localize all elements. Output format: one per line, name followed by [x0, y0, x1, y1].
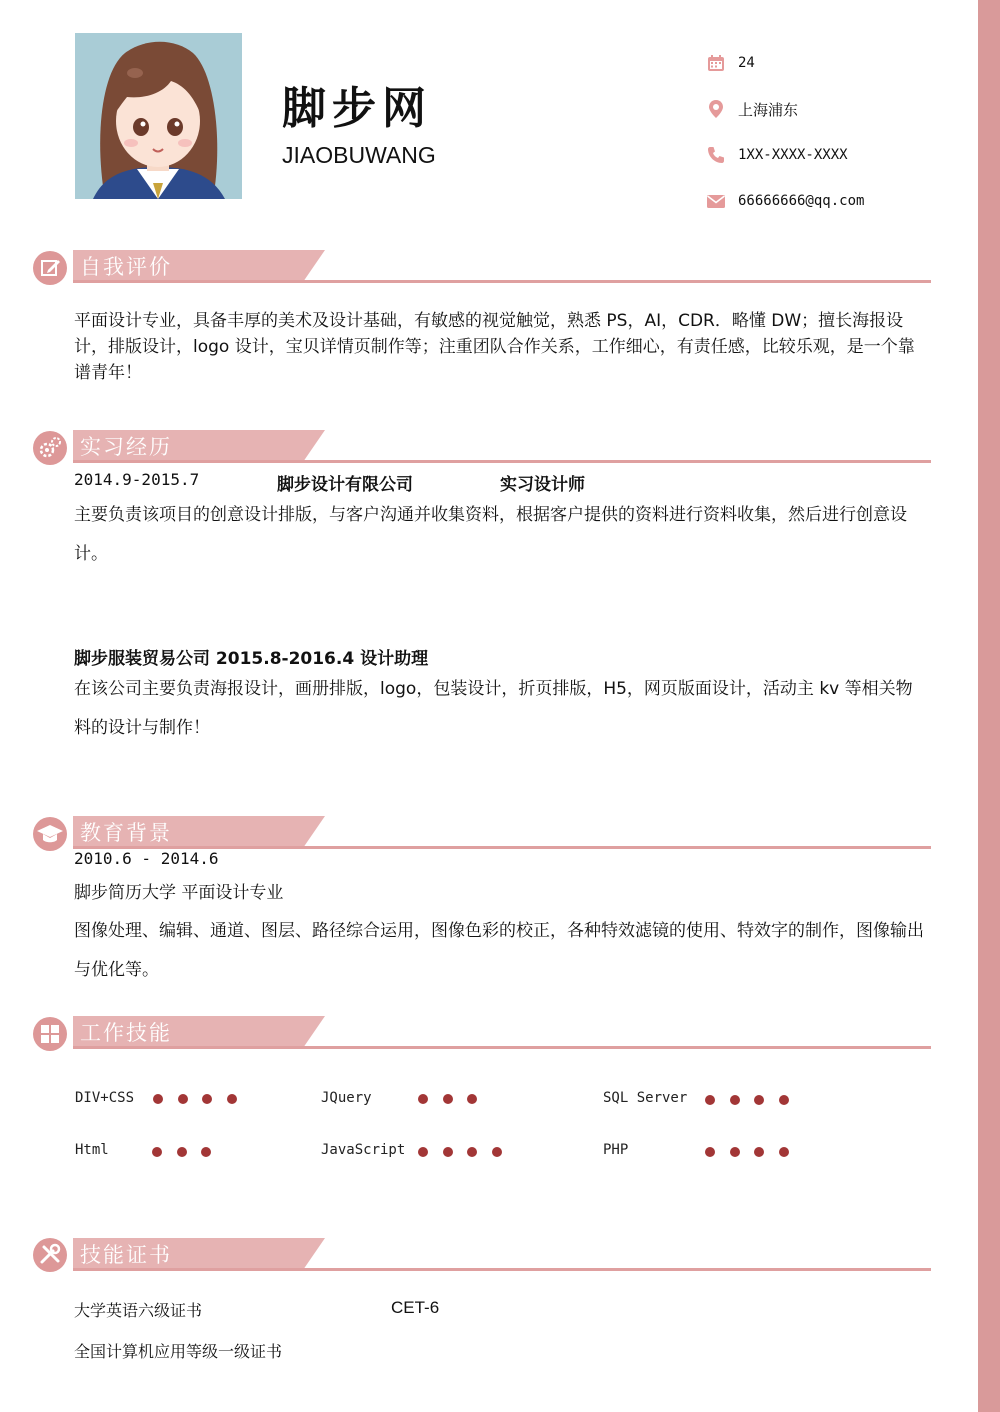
- cert-item: 大学英语六级证书: [74, 1301, 203, 1320]
- job1-period: 2014.9-2015.7: [74, 470, 200, 489]
- skill-level-dots: [153, 1094, 251, 1104]
- skill-dot: [443, 1094, 453, 1104]
- section-title: 工作技能: [80, 1021, 172, 1045]
- skill-dot: [705, 1095, 715, 1105]
- avatar: [75, 33, 242, 199]
- job1-desc: 主要负责该项目的创意设计排版，与客户沟通并收集资料，根据客户提供的资料进行资料收集，然后进行创意设计。: [74, 505, 907, 564]
- section-title: 教育背景: [80, 821, 172, 845]
- contact-email: [706, 188, 966, 214]
- skill-level-dots: [152, 1147, 226, 1157]
- right-accent-bar: [978, 0, 1000, 1412]
- skill-dot: [779, 1095, 789, 1105]
- contact-age: [706, 50, 966, 76]
- skill-level-dots: [705, 1095, 803, 1105]
- contact-phone: [706, 142, 966, 168]
- skill-dot: [418, 1147, 428, 1157]
- phone-icon: [706, 145, 726, 165]
- gears-icon: [33, 431, 67, 465]
- phone-value: 1XX-XXXX-XXXX: [738, 147, 848, 163]
- skill-dot: [754, 1095, 764, 1105]
- job1-role: 实习设计师: [500, 475, 585, 495]
- section-title: 自我评价: [80, 255, 172, 279]
- tools-icon: [33, 1238, 67, 1272]
- skill-name: SQL Server: [603, 1090, 688, 1106]
- age-value: 24: [738, 55, 755, 71]
- section-header-skills: [33, 1016, 933, 1056]
- education-desc: 图像处理、编辑、通道、图层、路径综合运用，图像色彩的校正，各种特效滤镜的使用、特效字的制作，图像输出与优化等。: [74, 921, 924, 980]
- grid-icon: [33, 1017, 67, 1051]
- skill-level-dots: [418, 1147, 516, 1157]
- job2-desc: 在该公司主要负责海报设计，画册排版，logo，包装设计，折页排版，H5，网页版面设计，活动主 kv 等相关物料的设计与制作！: [74, 679, 913, 738]
- skill-dot: [779, 1147, 789, 1157]
- skill-dot: [754, 1147, 764, 1157]
- section-title: 实习经历: [80, 435, 172, 459]
- skill-dot: [227, 1094, 237, 1104]
- skill-dot: [730, 1147, 740, 1157]
- skill-dot: [153, 1094, 163, 1104]
- skill-dot: [467, 1147, 477, 1157]
- calendar-icon: [706, 53, 726, 73]
- skill-dot: [418, 1094, 428, 1104]
- skill-dot: [467, 1094, 477, 1104]
- education-period: 2010.6 - 2014.6: [74, 849, 219, 868]
- job2-heading: 脚步服装贸易公司 2015.8-2016.4 设计助理: [74, 649, 429, 669]
- email-value: 66666666@qq.com: [738, 193, 865, 209]
- self-eval-text: 平面设计专业，具备丰厚的美术及设计基础，有敏感的视觉触觉，熟悉 PS，AI，CDR．略懂 DW；擅长海报设计，排版设计，logo 设计，宝贝详情页制作等；注重团队合作关系，工作细心，有责任感，比较乐观，是一个靠谱青年！: [74, 311, 915, 383]
- skill-name: Html: [75, 1142, 109, 1158]
- skill-dot: [443, 1147, 453, 1157]
- candidate-name-pinyin: JIAOBUWANG: [282, 142, 436, 168]
- section-header-certs: [33, 1238, 933, 1278]
- candidate-name: 脚步网: [282, 83, 432, 134]
- location-value: 上海浦东: [738, 100, 799, 119]
- job1-company: 脚步设计有限公司: [277, 475, 413, 495]
- edit-icon: [33, 251, 67, 285]
- education-school: 脚步简历大学 平面设计专业: [74, 883, 284, 903]
- graduation-cap-icon: [33, 817, 67, 851]
- skill-name: JQuery: [321, 1090, 372, 1106]
- skill-level-dots: [418, 1094, 492, 1104]
- skill-dot: [492, 1147, 502, 1157]
- skill-name: DIV+CSS: [75, 1090, 135, 1106]
- location-pin-icon: [706, 99, 726, 119]
- skill-name: PHP: [603, 1142, 629, 1158]
- email-icon: [706, 191, 726, 211]
- section-header-self-eval: [33, 250, 933, 290]
- skill-level-dots: [705, 1147, 803, 1157]
- skill-dot: [201, 1147, 211, 1157]
- skill-dot: [705, 1147, 715, 1157]
- section-title: 技能证书: [80, 1243, 172, 1267]
- contact-location: [706, 96, 966, 122]
- skill-dot: [730, 1095, 740, 1105]
- skill-dot: [178, 1094, 188, 1104]
- skill-dot: [202, 1094, 212, 1104]
- section-header-internship: [33, 430, 933, 470]
- skill-dot: [177, 1147, 187, 1157]
- skill-name: JavaScript: [321, 1142, 406, 1158]
- cert-item: 全国计算机应用等级一级证书: [74, 1342, 283, 1361]
- cert-item-level: CET-6: [391, 1298, 440, 1317]
- skill-dot: [152, 1147, 162, 1157]
